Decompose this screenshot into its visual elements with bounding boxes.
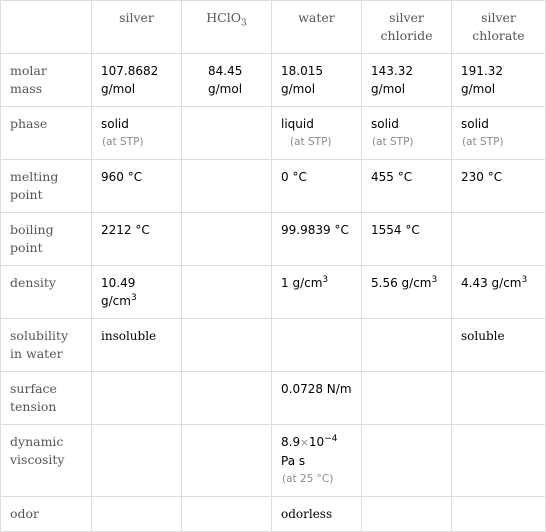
header-row <box>1 1 546 54</box>
viscosity-exponent: −4 <box>324 434 338 444</box>
cell-surface-tension-silver-chlorate <box>452 372 546 425</box>
table-row-molar-mass <box>1 54 546 107</box>
cell-melting-point-silver-chlorate: 230 °C <box>452 160 546 213</box>
table-row-surface-tension <box>1 372 546 425</box>
cell-boiling-point-silver: 2212 °C <box>92 213 182 266</box>
cell-density-silver-chloride <box>362 266 452 319</box>
column-header-silver-chlorate: silver chlorate <box>452 1 546 54</box>
row-label-boiling-point: boiling point <box>1 213 92 266</box>
cell-solubility-hclo3 <box>182 319 272 372</box>
density-silver-value: 10.49 g/cm <box>101 276 136 308</box>
viscosity-times-sign: × <box>300 437 309 449</box>
phase-silver-value: solid <box>101 117 129 131</box>
column-header-silver-chloride: silver chloride <box>362 1 452 54</box>
cell-boiling-point-silver-chloride: 1554 °C <box>362 213 452 266</box>
corner-cell <box>1 1 92 54</box>
cell-molar-mass-silver-chlorate: 191.32 g/mol <box>452 54 546 107</box>
cell-odor-silver-chloride <box>362 497 452 532</box>
row-label-melting-point: melting point <box>1 160 92 213</box>
cell-surface-tension-hclo3 <box>182 372 272 425</box>
cell-phase-silver <box>92 107 182 160</box>
table-row-melting-point <box>1 160 546 213</box>
phase-water-note: (at STP) <box>290 136 332 148</box>
cell-melting-point-water: 0 °C <box>272 160 362 213</box>
cell-odor-silver-chlorate <box>452 497 546 532</box>
viscosity-base: 10 <box>308 435 325 449</box>
table-row-density <box>1 266 546 319</box>
density-silver-exponent: 3 <box>130 293 137 303</box>
row-label-solubility: solubility in water <box>1 319 92 372</box>
phase-silver-note: (at STP) <box>102 136 144 148</box>
cell-odor-hclo3 <box>182 497 272 532</box>
viscosity-mantissa: 8.9 <box>281 435 301 449</box>
cell-dynamic-viscosity-water <box>272 425 362 497</box>
cell-odor-silver <box>92 497 182 532</box>
table-row-solubility <box>1 319 546 372</box>
phase-silver-chlorate-note: (at STP) <box>462 136 504 148</box>
cell-boiling-point-hclo3 <box>182 213 272 266</box>
cell-molar-mass-silver-chloride: 143.32 g/mol <box>362 54 452 107</box>
table-row-odor <box>1 497 546 532</box>
column-header-silver: silver <box>92 1 182 54</box>
cell-boiling-point-water: 99.9839 °C <box>272 213 362 266</box>
cell-boiling-point-silver-chlorate <box>452 213 546 266</box>
cell-melting-point-hclo3 <box>182 160 272 213</box>
row-label-phase: phase <box>1 107 92 160</box>
cell-solubility-silver-chlorate: soluble <box>452 319 546 372</box>
cell-surface-tension-silver <box>92 372 182 425</box>
cell-density-silver-chlorate <box>452 266 546 319</box>
cell-odor-water: odorless <box>272 497 362 532</box>
table-row-phase <box>1 107 546 160</box>
cell-density-hclo3 <box>182 266 272 319</box>
column-header-water: water <box>272 1 362 54</box>
row-label-surface-tension: surface tension <box>1 372 92 425</box>
cell-dynamic-viscosity-silver <box>92 425 182 497</box>
cell-solubility-silver-chloride <box>362 319 452 372</box>
density-silver-chloride-exponent: 3 <box>431 275 438 285</box>
cell-dynamic-viscosity-hclo3 <box>182 425 272 497</box>
row-label-molar-mass: molar mass <box>1 54 92 107</box>
cell-solubility-water <box>272 319 362 372</box>
density-silver-chlorate-exponent: 3 <box>521 275 528 285</box>
phase-silver-chloride-value: solid <box>371 117 399 131</box>
density-water-value: 1 g/cm <box>281 276 323 290</box>
density-silver-chlorate-value: 4.43 g/cm <box>461 276 522 290</box>
cell-phase-silver-chlorate <box>452 107 546 160</box>
cell-melting-point-silver-chloride: 455 °C <box>362 160 452 213</box>
viscosity-unit: Pa s <box>281 454 306 468</box>
density-silver-chloride-value: 5.56 g/cm <box>371 276 432 290</box>
phase-silver-chloride-note: (at STP) <box>372 136 414 148</box>
hclo3-subscript: 3 <box>240 18 247 29</box>
table-row-dynamic-viscosity <box>1 425 546 497</box>
table-row-boiling-point <box>1 213 546 266</box>
cell-molar-mass-hclo3: 84.45 g/mol <box>182 54 272 107</box>
cell-density-silver <box>92 266 182 319</box>
cell-melting-point-silver: 960 °C <box>92 160 182 213</box>
cell-phase-hclo3 <box>182 107 272 160</box>
cell-dynamic-viscosity-silver-chloride <box>362 425 452 497</box>
cell-surface-tension-water: 0.0728 N/m <box>272 372 362 425</box>
cell-density-water <box>272 266 362 319</box>
cell-molar-mass-water: 18.015 g/mol <box>272 54 362 107</box>
column-header-hclo3 <box>182 1 272 54</box>
cell-solubility-silver: insoluble <box>92 319 182 372</box>
row-label-dynamic-viscosity: dynamic viscosity <box>1 425 92 497</box>
cell-surface-tension-silver-chloride <box>362 372 452 425</box>
cell-dynamic-viscosity-silver-chlorate <box>452 425 546 497</box>
phase-water-value: liquid <box>281 117 314 131</box>
viscosity-note: (at 25 °C) <box>282 473 334 485</box>
row-label-odor: odor <box>1 497 92 532</box>
density-water-exponent: 3 <box>322 275 329 285</box>
cell-phase-silver-chloride <box>362 107 452 160</box>
cell-phase-water <box>272 107 362 160</box>
hclo3-base: HClO <box>206 10 241 25</box>
row-label-density: density <box>1 266 92 319</box>
cell-molar-mass-silver: 107.8682 g/mol <box>92 54 182 107</box>
phase-silver-chlorate-value: solid <box>461 117 489 131</box>
